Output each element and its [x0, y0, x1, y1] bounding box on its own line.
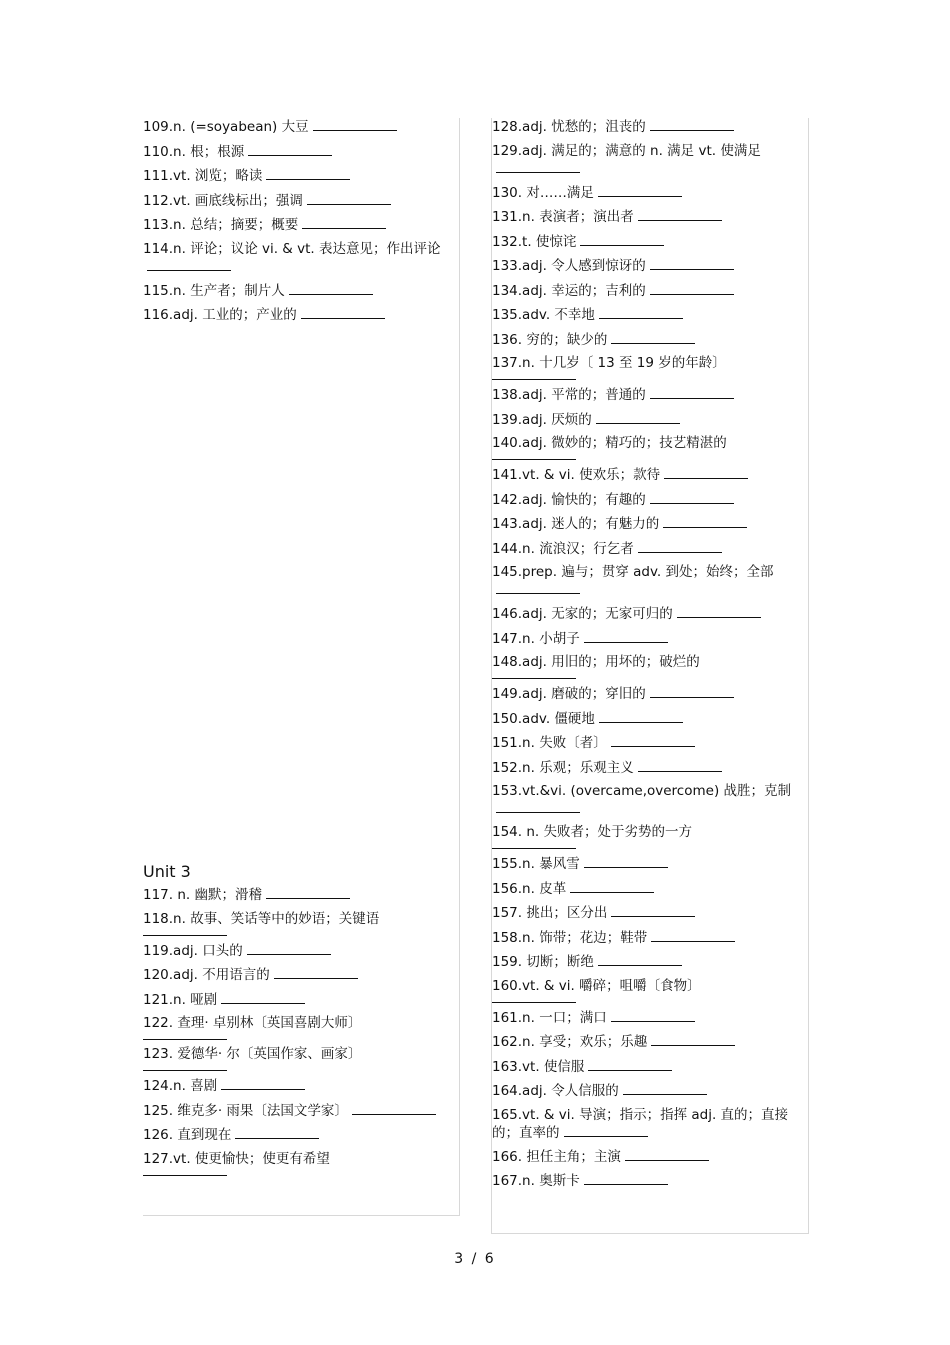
vocab-entry-160	[492, 978, 808, 1003]
vocab-entry-129	[492, 143, 808, 178]
answer-blank	[147, 258, 231, 271]
entry-text: 112.vt. 画底线标出；强调	[143, 192, 303, 209]
vocab-entry-153	[492, 783, 808, 818]
entry-text: 164.adj. 令人信服的	[492, 1083, 619, 1099]
entry-text: 133.adj. 令人感到惊讶的	[492, 258, 646, 274]
vocab-entry-121	[143, 991, 459, 1009]
vocab-entry-116	[143, 306, 459, 324]
vocab-entry-136	[492, 331, 808, 349]
answer-blank	[496, 581, 580, 594]
entry-text: 111.vt. 浏览；略读	[143, 168, 263, 184]
entry-text: 109.n. (=soyabean) 大豆	[143, 119, 309, 135]
vocab-entry-133	[492, 257, 808, 275]
vocab-entry-165	[492, 1107, 808, 1142]
answer-blank	[221, 991, 305, 1004]
answer-blank	[496, 800, 580, 813]
vocab-entry-152	[492, 759, 808, 777]
vocab-entry-123	[143, 1046, 459, 1071]
entry-text: 119.adj. 口头的	[143, 942, 243, 959]
answer-blank	[221, 1077, 305, 1090]
vocab-entry-144	[492, 540, 808, 558]
vocab-entry-114	[143, 241, 459, 276]
answer-blank	[143, 929, 227, 936]
entry-text: 165.vt. & vi. 导演；指示；指挥 adj. 直的；直接的；直率的	[492, 1106, 789, 1141]
answer-blank	[611, 904, 695, 917]
answer-blank	[584, 630, 668, 643]
entry-text: 127.vt. 使更愉快；使更有希望	[143, 1150, 330, 1167]
vocab-entry-137	[492, 355, 808, 380]
answer-blank	[584, 855, 668, 868]
entry-text: 146.adj. 无家的；无家可归的	[492, 606, 673, 622]
entry-text: 113.n. 总结；摘要；概要	[143, 217, 299, 233]
answer-blank	[492, 996, 576, 1003]
entry-text: 142.adj. 愉快的；有趣的	[492, 491, 646, 508]
answer-blank	[625, 1148, 709, 1161]
entry-text: 148.adj. 用旧的；用坏的；破烂的	[492, 654, 700, 670]
entry-text: 152.n. 乐观；乐观主义	[492, 759, 634, 776]
entry-text: 139.adj. 厌烦的	[492, 411, 592, 428]
vocab-entry-158	[492, 929, 808, 947]
entry-text: 126. 直到现在	[143, 1127, 232, 1143]
answer-blank	[651, 929, 735, 942]
answer-blank	[638, 759, 722, 772]
vocab-entry-119	[143, 942, 459, 960]
vocab-entry-163	[492, 1058, 808, 1076]
answer-blank	[599, 710, 683, 723]
entry-text: 114.n. 评论；议论 vi. & vt. 表达意见；作出评论	[143, 240, 441, 257]
entry-text: 132.t. 使惊诧	[492, 233, 577, 250]
vocab-entry-147	[492, 630, 808, 648]
left-column-lower	[143, 886, 459, 1182]
answer-blank	[289, 282, 373, 295]
answer-blank	[266, 167, 350, 180]
vocab-entry-130	[492, 184, 808, 202]
vocab-entry-138	[492, 386, 808, 404]
answer-blank	[596, 411, 680, 424]
answer-blank	[588, 1058, 672, 1071]
answer-blank	[623, 1082, 707, 1095]
answer-blank	[496, 160, 580, 173]
entry-text: 162.n. 享受；欢乐；乐趣	[492, 1034, 648, 1050]
vocab-entry-118	[143, 911, 459, 936]
answer-blank	[663, 515, 747, 528]
vocab-entry-140	[492, 435, 808, 460]
entry-text: 147.n. 小胡子	[492, 630, 580, 647]
page-number: 3 / 6	[454, 1251, 496, 1267]
vocab-entry-162	[492, 1033, 808, 1051]
vocab-entry-135	[492, 306, 808, 324]
vocab-entry-142	[492, 491, 808, 509]
answer-blank	[492, 453, 576, 460]
vocab-entry-134	[492, 282, 808, 300]
vocab-entry-148	[492, 654, 808, 679]
entry-text: 122. 查理· 卓别林〔英国喜剧大师〕	[143, 1015, 362, 1031]
vocab-entry-164	[492, 1082, 808, 1100]
answer-blank	[492, 373, 576, 380]
answer-blank	[492, 672, 576, 679]
answer-blank	[598, 184, 682, 197]
vocab-entry-126	[143, 1126, 459, 1144]
answer-blank	[584, 1172, 668, 1185]
entry-text: 129.adj. 满足的；满意的 n. 满足 vt. 使满足	[492, 142, 761, 159]
vocab-entry-122	[143, 1015, 459, 1040]
entry-text: 125. 维克多· 雨果〔法国文学家〕	[143, 1102, 348, 1119]
right-column	[491, 118, 809, 1234]
answer-blank	[664, 466, 748, 479]
entry-text: 161.n. 一口；满口	[492, 1009, 607, 1026]
vocab-entry-159	[492, 953, 808, 971]
answer-blank	[492, 842, 576, 849]
entry-text: 149.adj. 磨破的；穿旧的	[492, 686, 646, 702]
entry-text: 144.n. 流浪汉；行乞者	[492, 540, 634, 557]
answer-blank	[143, 1033, 227, 1040]
entry-text: 154. n. 失败者；处于劣势的一方	[492, 824, 692, 840]
vocab-entry-155	[492, 855, 808, 873]
entry-text: 157. 挑出；区分出	[492, 905, 608, 921]
entry-text: 137.n. 十几岁〔 13 至 19 岁的年龄〕	[492, 355, 726, 371]
answer-blank	[143, 1169, 227, 1176]
entry-text: 163.vt. 使信服	[492, 1058, 585, 1075]
entry-text: 124.n. 喜剧	[143, 1078, 218, 1094]
vocab-entry-109	[143, 118, 459, 136]
vocab-entry-149	[492, 685, 808, 703]
answer-blank	[638, 540, 722, 553]
entry-text: 115.n. 生产者；制片人	[143, 282, 285, 299]
vocab-entry-115	[143, 282, 459, 300]
answer-blank	[650, 257, 734, 270]
answer-blank	[611, 1009, 695, 1022]
answer-blank	[248, 143, 332, 156]
entry-text: 155.n. 暴风雪	[492, 856, 580, 872]
answer-blank	[235, 1126, 319, 1139]
vocab-entry-166	[492, 1148, 808, 1166]
answer-blank	[650, 386, 734, 399]
answer-blank	[570, 880, 654, 893]
vocab-entry-154	[492, 824, 808, 849]
vocab-entry-112	[143, 192, 459, 210]
answer-blank	[580, 233, 664, 246]
entry-text: 159. 切断；断绝	[492, 954, 594, 970]
answer-blank	[274, 966, 358, 979]
vocab-entry-139	[492, 411, 808, 429]
answer-blank	[611, 331, 695, 344]
vocab-entry-128	[492, 118, 808, 136]
vocab-entry-151	[492, 734, 808, 752]
vocab-entry-117	[143, 886, 459, 904]
answer-blank	[599, 306, 683, 319]
entry-text: 160.vt. & vi. 嚼碎；咀嚼〔食物〕	[492, 977, 701, 994]
entry-text: 120.adj. 不用语言的	[143, 967, 270, 983]
answer-blank	[313, 118, 397, 131]
answer-blank	[598, 953, 682, 966]
entry-text: 123. 爱德华· 尔〔英国作家、画家〕	[143, 1046, 362, 1062]
answer-blank	[302, 216, 386, 229]
entry-text: 117. n. 幽默；滑稽	[143, 887, 262, 903]
answer-blank	[247, 942, 331, 955]
entry-text: 150.adv. 僵硬地	[492, 710, 595, 727]
answer-blank	[564, 1124, 648, 1137]
entry-text: 118.n. 故事、笑话等中的妙语；关键语	[143, 910, 380, 927]
vocab-entry-150	[492, 710, 808, 728]
vocab-entry-161	[492, 1009, 808, 1027]
entry-text: 167.n. 奥斯卡	[492, 1173, 580, 1189]
answer-blank	[650, 685, 734, 698]
entry-text: 135.adv. 不幸地	[492, 307, 595, 323]
vocab-entry-113	[143, 216, 459, 234]
answer-blank	[307, 192, 391, 205]
answer-blank	[143, 1064, 227, 1071]
entry-text: 136. 穷的；缺少的	[492, 331, 608, 348]
vocab-entry-145	[492, 564, 808, 599]
unit-heading: Unit 3	[143, 862, 191, 881]
answer-blank	[650, 282, 734, 295]
entry-text: 141.vt. & vi. 使欢乐；款待	[492, 467, 661, 483]
entry-text: 153.vt.&vi. (overcame,overcome) 战胜；克制	[492, 783, 792, 799]
vocab-entry-110	[143, 143, 459, 161]
entry-text: 110.n. 根；根源	[143, 143, 245, 160]
entry-text: 145.prep. 遍与；贯穿 adv. 到处；始终；全部	[492, 564, 774, 580]
vocab-entry-125	[143, 1102, 459, 1120]
answer-blank	[611, 734, 695, 747]
vocab-entry-167	[492, 1172, 808, 1190]
answer-blank	[650, 118, 734, 131]
answer-blank	[352, 1102, 436, 1115]
entry-text: 138.adj. 平常的；普通的	[492, 387, 646, 403]
vocab-entry-157	[492, 904, 808, 922]
vocab-entry-132	[492, 233, 808, 251]
vocab-entry-143	[492, 515, 808, 533]
entry-text: 131.n. 表演者；演出者	[492, 209, 634, 225]
vocab-entry-131	[492, 208, 808, 226]
vocab-entry-156	[492, 880, 808, 898]
entry-text: 130. 对……满足	[492, 184, 594, 201]
answer-blank	[266, 886, 350, 899]
vocab-entry-146	[492, 605, 808, 623]
entry-text: 143.adj. 迷人的；有魅力的	[492, 516, 660, 532]
vocab-entry-124	[143, 1077, 459, 1095]
entry-text: 121.n. 哑剧	[143, 991, 218, 1008]
vocab-entry-120	[143, 966, 459, 984]
answer-blank	[651, 1033, 735, 1046]
entry-text: 134.adj. 幸运的；吉利的	[492, 282, 646, 299]
entry-text: 140.adj. 微妙的；精巧的；技艺精湛的	[492, 435, 727, 451]
vocab-entry-111	[143, 167, 459, 185]
answer-blank	[650, 491, 734, 504]
entry-text: 158.n. 饰带；花边；鞋带	[492, 929, 648, 946]
entry-text: 156.n. 皮革	[492, 880, 567, 897]
entry-text: 128.adj. 忧愁的；沮丧的	[492, 119, 646, 135]
vocab-entry-141	[492, 466, 808, 484]
entry-text: 116.adj. 工业的；产业的	[143, 307, 297, 323]
answer-blank	[301, 306, 385, 319]
answer-blank	[638, 208, 722, 221]
entry-text: 166. 担任主角；主演	[492, 1148, 621, 1165]
vocab-entry-127	[143, 1151, 459, 1176]
answer-blank	[677, 605, 761, 618]
entry-text: 151.n. 失败〔者〕	[492, 735, 607, 751]
